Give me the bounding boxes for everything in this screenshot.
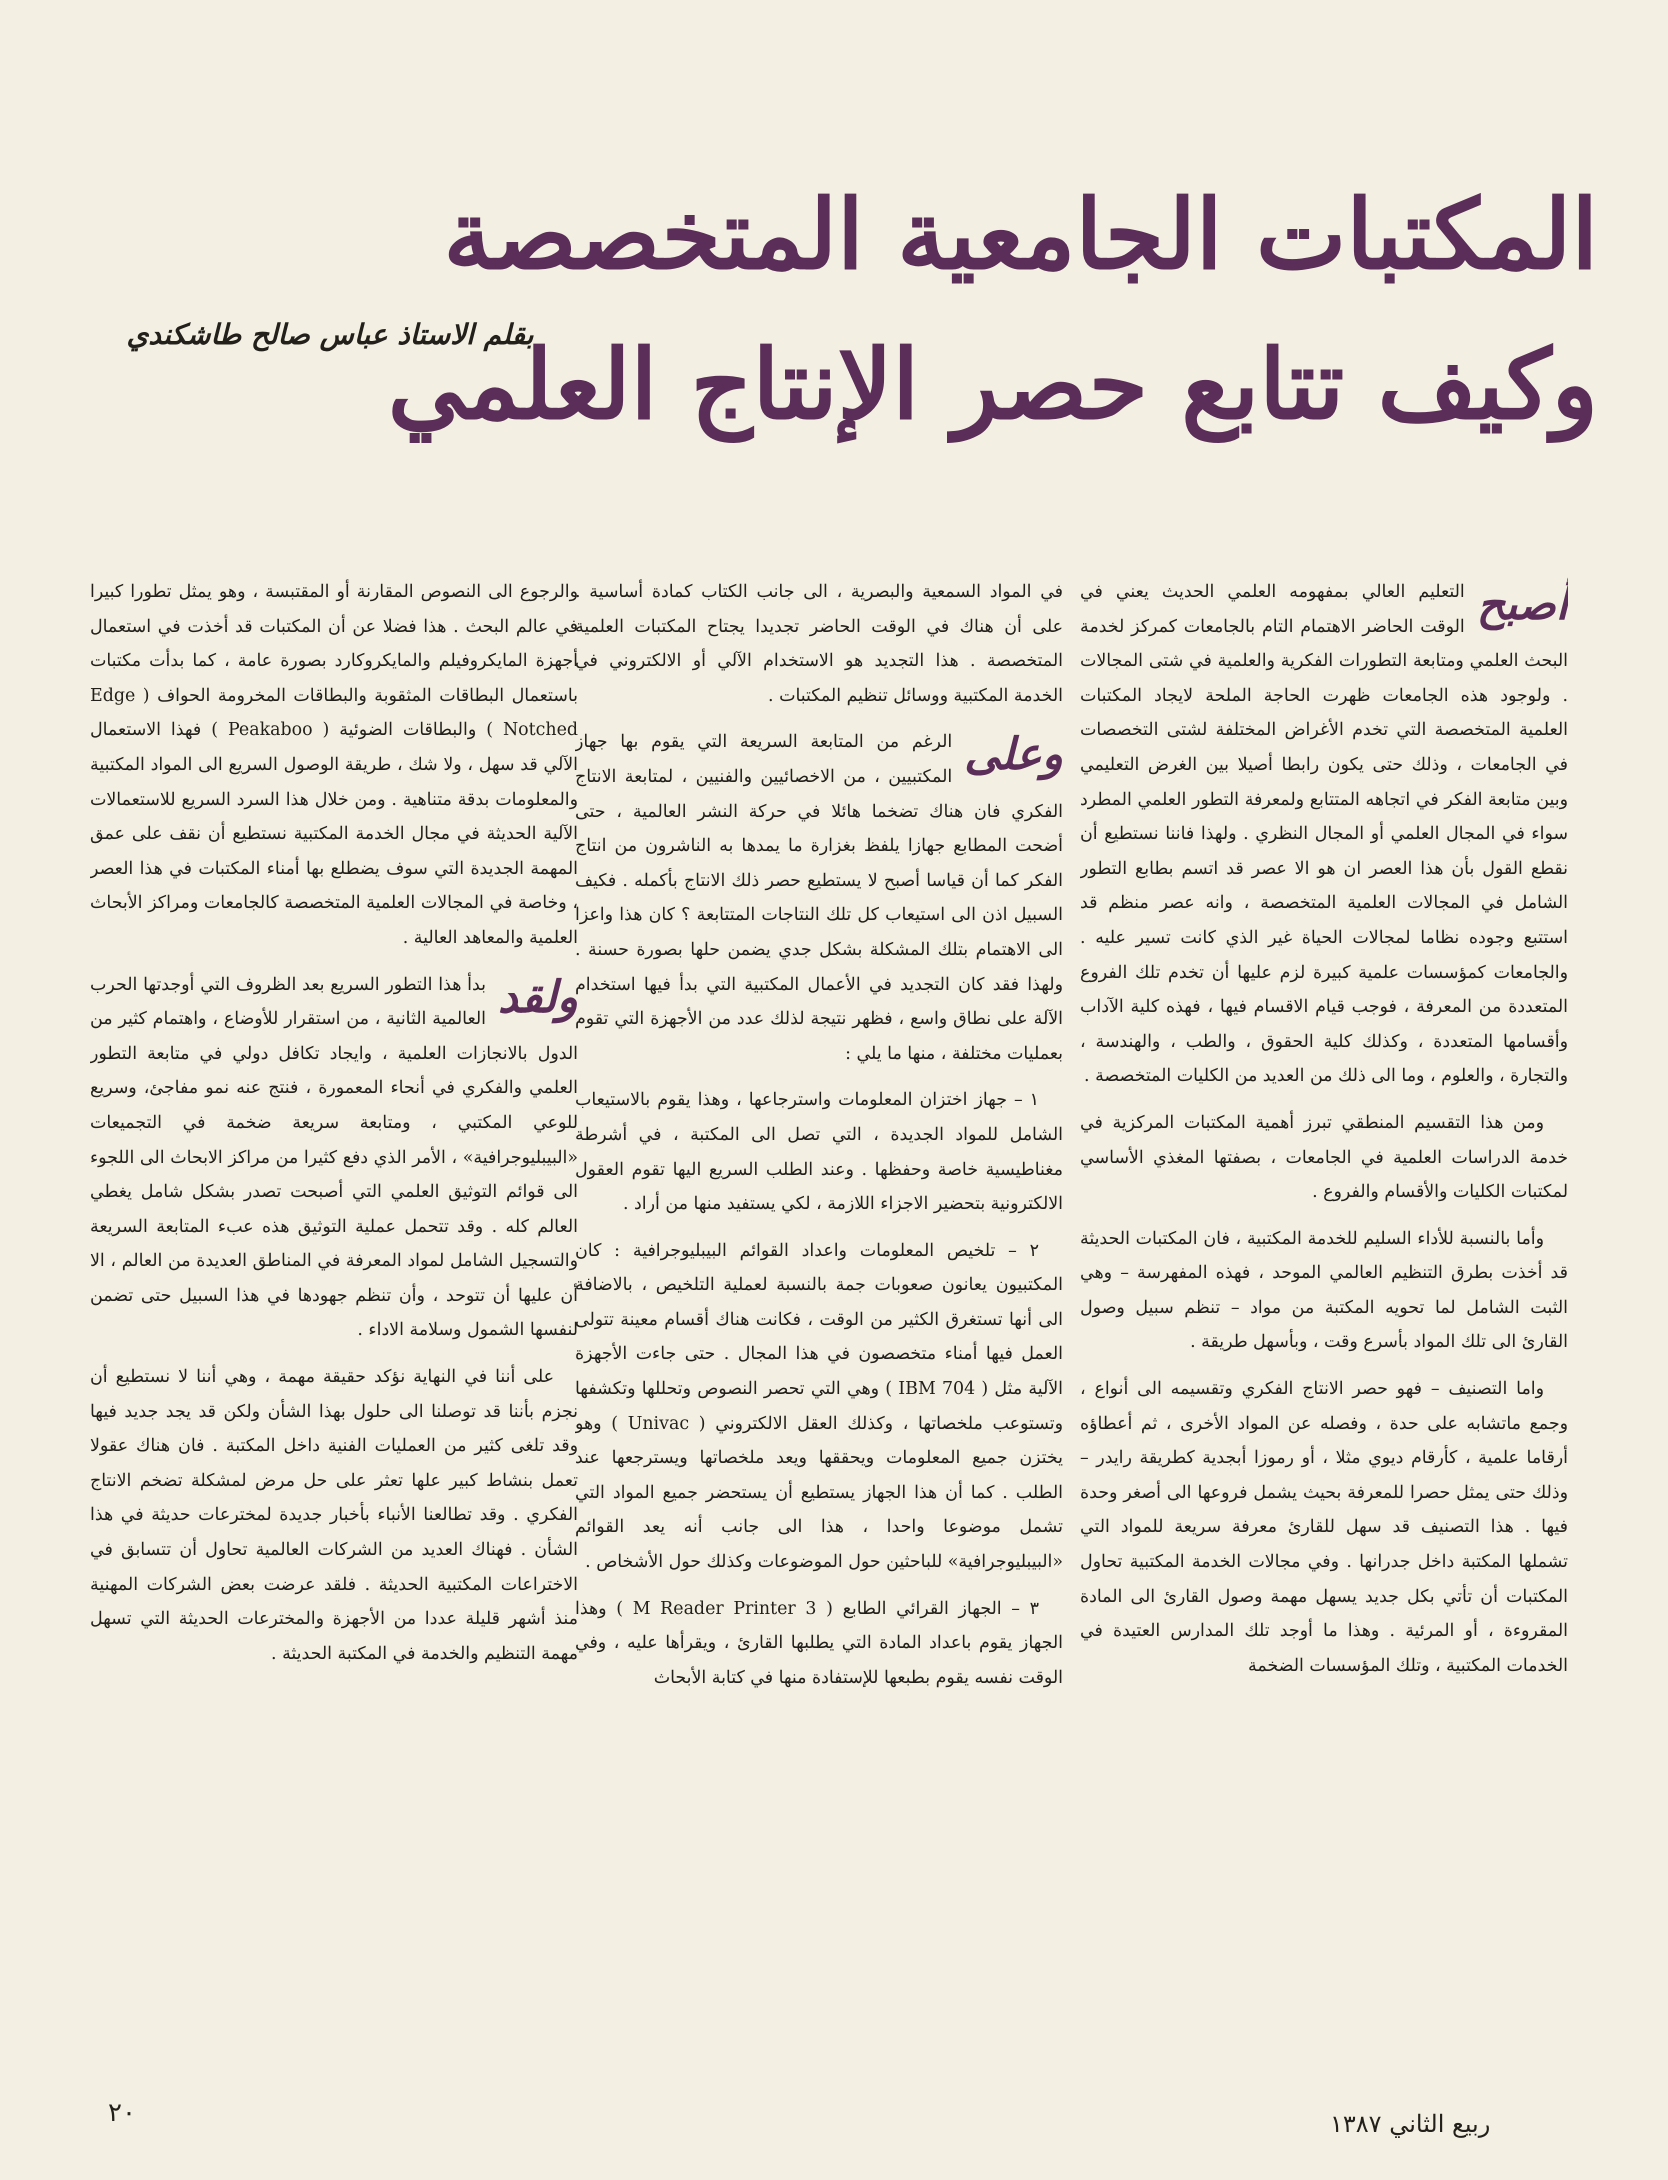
paragraph: واما التصنيف – فهو حصر الانتاج الفكري وتقسيمه الى أنواع ، وجمع ماتشابه على حدة ، وفصله عن المواد الأخرى ، ثم أعطاؤه أرقاما علمية ، كأرقام ديوي مثلا ، أو رموزا أبجدية كطريقة رايدر – وذلك حتى يمثل حصرا للمعرفة بحيث يشمل فروعها الى أصغر وحدة فيها . هذا التصنيف قد سهل للقارئ معرفة سريعة للمواد التي تشملها المكتبة داخل جدرانها . وفي مجالات الخدمة المكتبية تحاول المكتبات أن تأتي بكل جديد يسهل مهمة وصول القارئ الى المادة المقروءة ، أو المرئية . وهذا ما أوجد تلك المدارس العتيدة في الخدمات المكتبية ، وتلك المؤسسات الضخمة xyxy=(1080,1379,1568,1676)
text-column-1 xyxy=(1080,575,1568,2065)
issue-date: ربيع الثاني ١٣٨٧ xyxy=(1330,2110,1491,2138)
paragraph: والرجوع الى النصوص المقارنة أو المقتبسة ، وهو يمثل تطورا كبيرا في عالم البحث . هذا فضلا عن أن المكتبات قد أخذت في استعمال أجهزة المايكروفيلم والمايكروكارد بصورة عامة ، كما بدأت مكتبات باستعمال البطاقات المثقوبة والبطاقات المخرومة الحواف ( Edge Notched ) والبطاقات الضوئية ( Peakaboo ) فهذا الاستعمال الآلي قد سهل ، ولا شك ، طريقة الوصول السريع الى المواد المكتبية والمعلومات بدقة متناهية . ومن خلال هذا السرد السريع للاستعمالات الآلية الحديثة في مجال الخدمة المكتبية نستطيع أن نقف على عمق المهمة الجديدة التي سوف يضطلع بها أمناء المكتبات في هذا العصر ، وخاصة في المجالات العلمية المتخصصة كالجامعات ومراكز الأبحاث العلمية والمعاهد العالية . xyxy=(90,582,578,948)
paragraph: ١ – جهاز اختزان المعلومات واسترجاعها ، وهذا يقوم بالاستيعاب الشامل للمواد الجديدة ، التي تصل الى المكتبة ، في أشرطة مغناطيسية خاصة وحفظها . وعند الطلب السريع اليها تقوم العقول الالكترونية بتحضير الاجزاء اللازمة ، لكي يستفيد منها من أراد . xyxy=(575,1090,1063,1215)
paragraph: ٣ – الجهاز القرائي الطابع ( 3 M Reader Printer ) وهذا الجهاز يقوم باعداد المادة التي يطلبها القارئ ، ويقرأها عليه ، وفي الوقت نفسه يقوم بطبعها للإستفادة منها في كتابة الأبحاث xyxy=(575,1598,1063,1688)
paragraph: على أننا في النهاية نؤكد حقيقة مهمة ، وهي أننا لا نستطيع أن نجزم بأننا قد توصلنا الى حلول بهذا الشأن ولكن قد يجد جديد فيها وقد تلغى كثير من العمليات الفنية داخل المكتبة . فان هناك عقولا تعمل بنشاط كبير علها تعثر على حل مرض لمشكلة تضخم الانتاج الفكري . وقد تطالعنا الأنباء بأخبار جديدة لمخترعات حديثة في هذا الشأن . فهناك العديد من الشركات العالمية تحاول أن تتسابق في الاختراعات المكتبية الحديثة . فلقد عرضت بعض الشركات المهنية منذ أشهر قليلة عددا من الأجهزة والمخترعات الحديثة التي تسهل مهمة التنظيم والخدمة في المكتبة الحديثة . xyxy=(90,1367,578,1664)
text-column-3 xyxy=(90,575,578,2065)
article-byline: بقلم الاستاذ عباس صالح طاشكندي xyxy=(126,318,534,351)
lead-word: ولقد xyxy=(497,971,578,1023)
article-title-line-1: المكتبات الجامعية المتخصصة xyxy=(443,178,1598,291)
article-title-line-2: وكيف تتابع حصر الإنتاج العلمي xyxy=(387,328,1598,441)
page-number: ٢٠ xyxy=(108,2098,136,2128)
paragraph: في المواد السمعية والبصرية ، الى جانب الكتاب كمادة أساسية . على أن هناك في الوقت الحاضر تجديدا يجتاح المكتبات العلمية المتخصصة . هذا التجديد هو الاستخدام الآلي أو الالكتروني في الخدمة المكتبية ووسائل تنظيم المكتبات . xyxy=(575,582,1063,706)
paragraph: وأما بالنسبة للأداء السليم للخدمة المكتبية ، فان المكتبات الحديثة قد أخذت بطرق التنظيم العالمي الموحد ، فهذه المفهرسة – وهي الثبت الشامل لما تحويه المكتبة من مواد – تنظم سبيل وصول القارئ الى تلك المواد بأسرع وقت ، وبأسهل طريقة . xyxy=(1080,1228,1568,1353)
paragraph xyxy=(575,725,1063,1071)
paragraph: ٢ – تلخيص المعلومات واعداد القوائم البيبليوجرافية : كان المكتبيون يعانون صعوبات جمة بالنسبة لعملية التلخيص ، بالاضافة الى أنها تستغرق الكثير من الوقت ، فكانت هناك أقسام معينة تتولى العمل فيها أمناء متخصصون في هذا المجال . حتى جاءت الأجهزة الآلية مثل ( IBM 704 ) وهي التي تحصر النصوص وتحللها وتكشفها وتستوعب ملخصاتها ، وكذلك العقل الالكتروني ( Univac ) وهو يختزن جميع المعلومات ويحققها ويعد ملخصاتها ويسترجعها عند الطلب . كما أن هذا الجهاز يستطيع أن يستحضر جميع المواد التي تشمل موضوعا واحدا ، هذا الى جانب أنه يعد القوائم «البيبليوجرافية» للباحثين حول الموضوعات وكذلك حول الأشخاص . xyxy=(575,1240,1063,1573)
paragraph: ومن هذا التقسيم المنطقي تبرز أهمية المكتبات المركزية في خدمة الدراسات العلمية في الجامعات ، بصفتها المغذي الأساسي لمكتبات الكليات والأقسام والفروع . xyxy=(1080,1112,1568,1203)
paragraph-text: التعليم العالي بمفهومه العلمي الحديث يعني في الوقت الحاضر الاهتمام التام بالجامعات كمركز لخدمة البحث العلمي ومتابعة التطورات الفكرية والعلمية في شتى المجالات . ولوجود هذه الجامعات ظهرت الحاجة الملحة لايجاد المكتبات العلمية المتخصصة التي تخدم الأغراض المختلفة لشتى التخصصات في الجامعات ، وذلك حتى يكون رابطا أصيلا بين الغرض التعليمي وبين متابعة الفكر في اتجاهه المتتابع ولمعرفة التطور العلمي المطرد سواء في المجال العلمي أو المجال النظري . ولهذا فاننا نستطيع أن نقطع القول بأن هذا العصر ان هو الا عصر قد اتسم بطابع التطور الشامل في المجالات العلمية المتخصصة ، وانه عصر منظم قد استتبع وجوده نظاما لمجالات الحياة غير الذي كانت تسير عليه . والجامعات كمؤسسات علمية كبيرة لزم عليها أن تخدم تلك الفروع المتعددة من المعرفة ، فوجب قيام الاقسام فيها ، فهذه كلية الآداب وأقسامها المتعددة ، وكذلك كلية الحقوق ، والطب ، والهندسة ، والتجارة ، والعلوم ، وما الى ذلك من العديد من الكليات المتخصصة . xyxy=(1080,582,1568,1087)
text-column-2 xyxy=(575,575,1063,2065)
lead-word: وعلى xyxy=(964,729,1063,781)
lead-word: أصبح xyxy=(1476,579,1568,630)
paragraph xyxy=(1080,575,1568,1094)
paragraph xyxy=(90,968,578,1349)
article-title xyxy=(387,160,1598,460)
paragraph-text: الرغم من المتابعة السريعة التي يقوم بها جهاز المكتبيين ، من الاخصائيين والفنيين ، لمتابعة الانتاج الفكري فان هناك تضخما هائلا في حركة النشر العالمية ، حتى أضحت المطابع جهازا يلفظ بغزارة ما يمدها به الناشرون من انتاج الفكر كما أن قياسا أصبح لا يستطيع حصر ذلك الانتاج بأكمله . فكيف السبيل اذن الى استيعاب كل تلك النتاجات المتتابعة ؟ كان هذا واعزا الى الاهتمام بتلك المشكلة بشكل جدي يضمن حلها بصورة حسنة . ولهذا فقد كان التجديد في الأعمال المكتبية التي بدأ فيها استخدام الآلة على نطاق واسع ، فظهر نتيجة لذلك عدد من الأجهزة التي تقوم بعمليات مختلفة ، منها ما يلي : xyxy=(575,732,1063,1064)
paragraph-text: بدأ هذا التطور السريع بعد الظروف التي أوجدتها الحرب العالمية الثانية ، من استقرار للأوضاع ، واهتمام كثير من الدول بالانجازات العلمية ، وايجاد تكافل دولي في متابعة التطور العلمي والفكري في أنحاء المعمورة ، فنتج عنه نمو مفاجئ، وسريع للوعي المكتبي ، ومتابعة سريعة ضخمة في التجميعات «البيبليوجرافية» ، الأمر الذي دفع كثيرا من مراكز الابحاث الى اللجوء الى قوائم التوثيق العلمي التي أصبحت تصدر بشكل شامل يغطي العالم كله . وقد تتحمل عملية التوثيق هذه عبء المتابعة السريعة والتسجيل الشامل لمواد المعرفة في المناطق العديدة من العالم ، الا أن عليها أن تتوحد ، وأن تنظم جهودها في هذا السبيل حتى تضمن لنفسها الشمول وسلامة الاداء . xyxy=(90,974,578,1341)
